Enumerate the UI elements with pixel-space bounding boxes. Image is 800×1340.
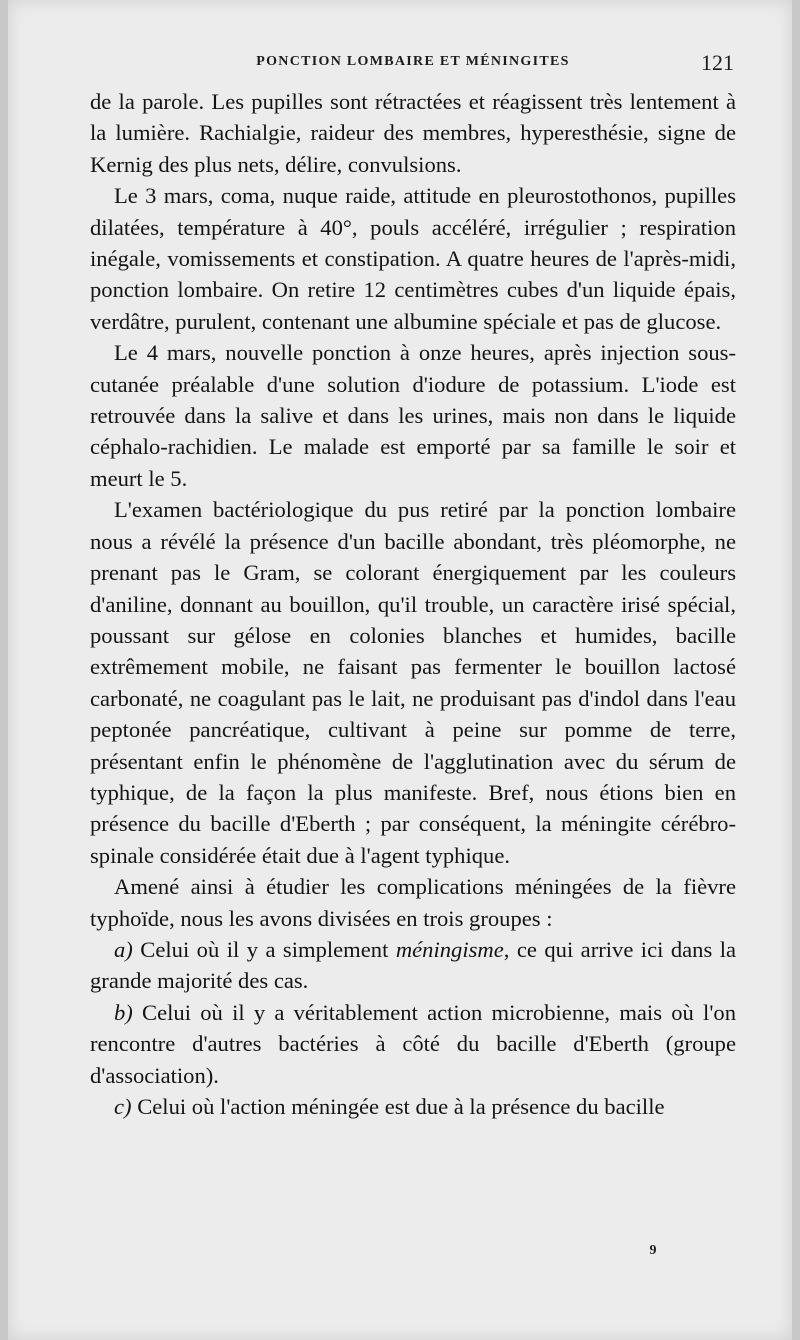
list-item-b: [90, 997, 736, 1091]
list-text: Celui où il y a simplement: [132, 936, 396, 962]
body-text: [90, 86, 736, 1122]
signature-mark: 9: [649, 1243, 657, 1258]
list-text: , ce qui arrive ici dans la grande majorité des cas.: [90, 936, 736, 994]
paragraph: L'examen bactériologique du pus retiré par la ponction lombaire nous a révélé la présence d'un bacille abondant, très pléomorphe, ne prenant pas le Gram, se colorant énergiquement par les couleurs d'aniline, donnant au bouillon, qu'il trouble, un caractère irisé spécial, poussant sur gélose en colonies blanches et humides, bacille extrêmement mobile, ne faisant pas fermenter le bouillon lactosé carbonaté, ne coagulant pas le lait, ne produisant pas d'indol dans l'eau peptonée pancréatique, cultivant à peine sur pomme de terre, présentant enfin le phénomène de l'agglutination avec du sérum de typhique, de la façon la plus manifeste. Bref, nous étions bien en présence du bacille d'Eberth ; par conséquent, la méningite cérébro-spinale considérée était due à l'agent typhique.: [90, 497, 736, 868]
emphasis-term: méningisme: [395, 936, 504, 962]
list-marker: b): [114, 999, 133, 1025]
paragraph: Amené ainsi à étudier les complications méningées de la fièvre typhoïde, nous les avons divisées en trois groupes :: [90, 874, 736, 931]
list-marker: c): [114, 1094, 132, 1119]
paragraph: Le 3 mars, coma, nuque raide, attitude en pleurostothonos, pupilles dilatées, température à 40°, pouls accéléré, irrégulier ; respiration inégale, vomissements et constipation. A quatre heures de l'après-midi, ponction lombaire. On retire 12 centimètres cubes d'un liquide épais, verdâtre, purulent, contenant une albumine spéciale et pas de glucose.: [90, 183, 736, 334]
list-item-a: [90, 934, 736, 997]
page-number: 121: [701, 50, 734, 75]
page-header: [92, 52, 734, 78]
list-marker: a): [114, 936, 133, 962]
paragraph-continued: de la parole. Les pupilles sont rétractées et réagissent très lentement à la lumière. Rachialgie, raideur des membres, hyperesthésie, signe de Kernig des plus nets, délire, convulsions.: [90, 89, 736, 177]
running-title: PONCTION LOMBAIRE ET MÉNINGITES: [256, 54, 570, 69]
book-page: [8, 0, 792, 1340]
paragraph: Le 4 mars, nouvelle ponction à onze heures, après injection sous-cutanée préalable d'une solution d'iodure de potassium. L'iode est retrouvée dans la salive et dans les urines, mais non dans le liquide céphalo-rachidien. Le malade est emporté par sa famille le soir et meurt le 5.: [90, 340, 736, 491]
list-text: Celui où il y a véritablement action microbienne, mais où l'on rencontre d'autres bactéries à côté du bacille d'Eberth (groupe d'association).: [90, 999, 736, 1088]
list-item-c: [90, 1091, 736, 1122]
list-text: Celui où l'action méningée est due à la présence du bacille: [131, 1094, 665, 1119]
